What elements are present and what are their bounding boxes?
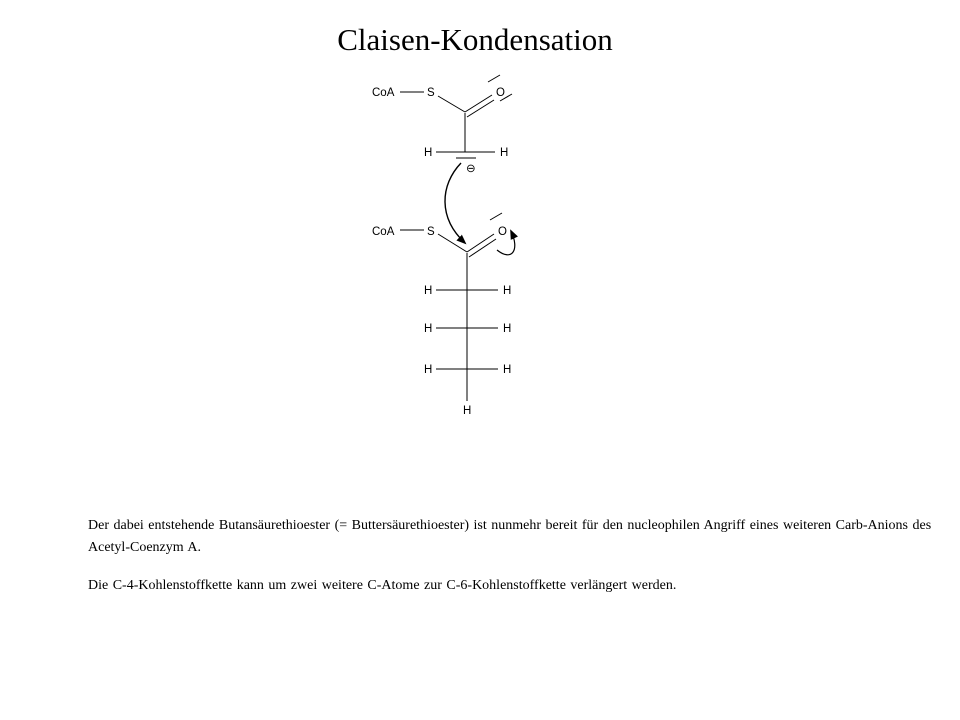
hydrogen-label: H xyxy=(503,364,512,376)
sulfur-label: S xyxy=(427,87,435,99)
sulfur-label: S xyxy=(427,226,435,238)
s-c-bond xyxy=(438,96,465,112)
oxygen-label: O xyxy=(496,87,505,99)
oxygen-label: O xyxy=(498,226,507,238)
page-title: Claisen-Kondensation xyxy=(337,22,613,57)
s-c-bond xyxy=(438,234,467,252)
acetyl-coa-labels xyxy=(372,87,508,175)
hydrogen-label: H xyxy=(503,285,512,297)
negative-charge-symbol: ⊖ xyxy=(466,163,476,175)
hydrogen-label: H xyxy=(424,285,433,297)
oxygen-lone-pair-top xyxy=(490,213,502,220)
hydrogen-terminal-label: H xyxy=(463,405,472,417)
hydrogen-label: H xyxy=(424,364,433,376)
butanoyl-thioester-labels xyxy=(372,226,511,417)
butanoyl-thioester xyxy=(400,213,502,401)
oxygen-lone-pair-top xyxy=(488,75,500,82)
description-paragraph-1: Der dabei entstehende Butansäurethioester (= Buttersäurethioester) ist nunmehr bereit für den nucleophilen Angriff eines weiteren Carb-Anions des Acetyl-Coenzym A. xyxy=(88,518,932,555)
hydrogen-label: H xyxy=(503,323,512,335)
description-paragraph-2: Die C-4-Kohlenstoffkette kann um zwei weitere C-Atome zur C-6-Kohlenstoffkette verlängert werden. xyxy=(88,578,677,593)
coa-label: CoA xyxy=(372,87,395,99)
nucleophilic-attack-arrow xyxy=(445,163,465,243)
hydrogen-right-label: H xyxy=(500,147,509,159)
coa-label: CoA xyxy=(372,226,395,238)
hydrogen-label: H xyxy=(424,323,433,335)
hydrogen-left-label: H xyxy=(424,147,433,159)
